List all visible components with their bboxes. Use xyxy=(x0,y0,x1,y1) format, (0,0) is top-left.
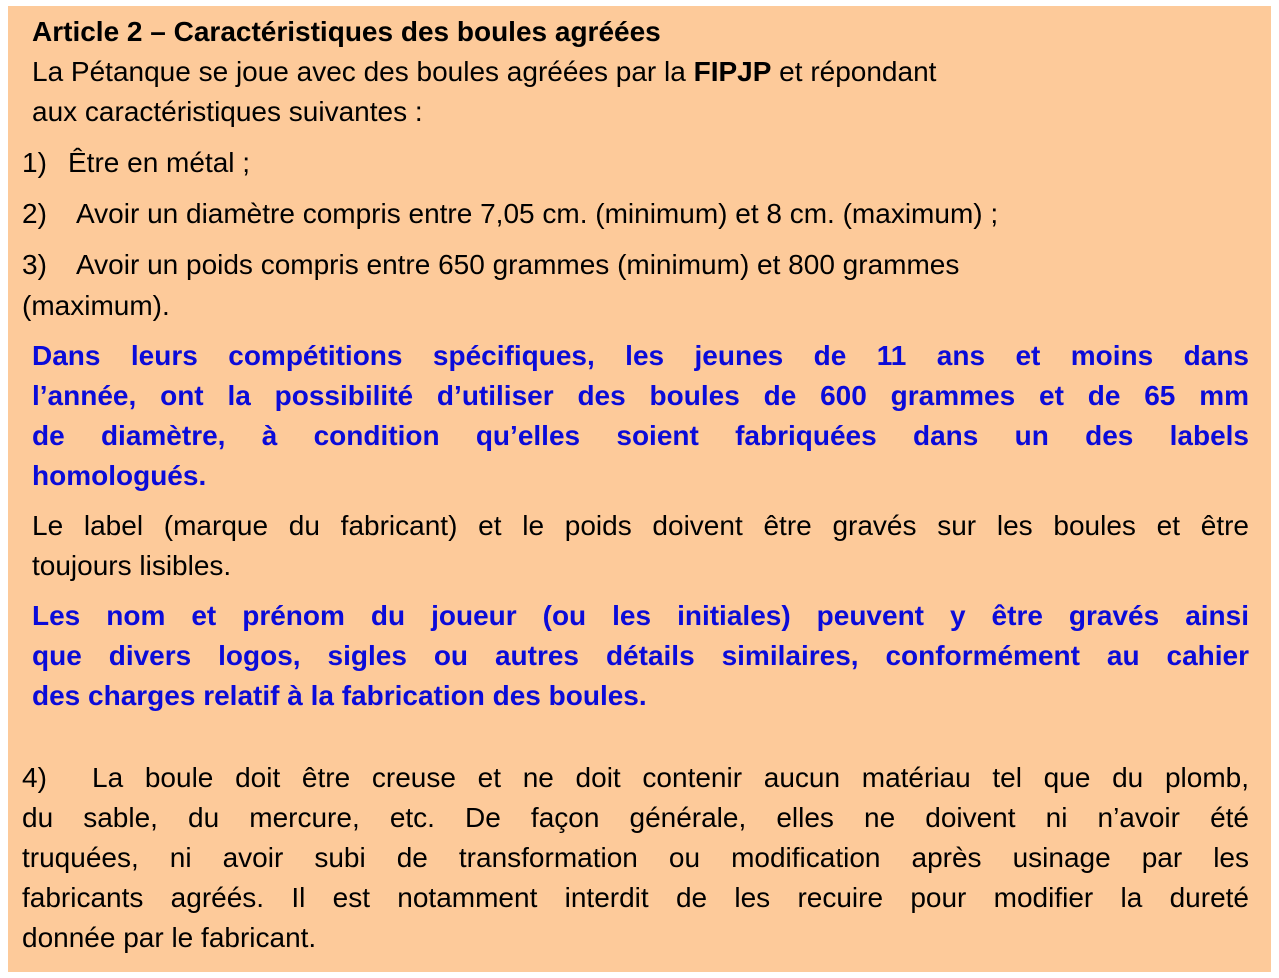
item4-line-1 xyxy=(22,758,1249,798)
youth-note-line: Dans leurs compétitions spécifiques, les jeunes de 11 ans et moins dans xyxy=(32,340,1249,371)
label-note-line: Le label (marque du fabricant) et le poids doivent être gravés sur les boules et être xyxy=(32,510,1249,541)
list-item-3 xyxy=(22,245,959,285)
engraving-note xyxy=(32,596,1249,716)
engraving-note-line: des charges relatif à la fabrication des boules. xyxy=(32,680,647,711)
item-text: Être en métal ; xyxy=(68,147,251,178)
list-item-3-continued: (maximum). xyxy=(22,290,170,321)
youth-note-line: l’année, ont la possibilité d’utiliser des boules de 600 grammes et de 65 mm xyxy=(32,380,1249,411)
label-note xyxy=(32,506,1249,586)
engraving-note-line: Les nom et prénom du joueur (ou les initiales) peuvent y être gravés ainsi xyxy=(32,600,1249,631)
document-panel xyxy=(8,6,1271,972)
engraving-note-line: que divers logos, sigles ou autres détails similaires, conformément au cahier xyxy=(32,640,1249,671)
item4-line: du sable, du mercure, etc. De façon générale, elles ne doivent ni n’avoir été xyxy=(22,802,1249,833)
fipjp-acronym: FIPJP xyxy=(693,56,772,87)
item-number: 1) xyxy=(22,147,47,178)
list-item-1 xyxy=(22,143,250,183)
list-item-4 xyxy=(22,758,1249,958)
item-number: 2) xyxy=(22,198,47,229)
article-title: Article 2 – Caractéristiques des boules agréées xyxy=(32,16,661,47)
label-note-line: toujours lisibles. xyxy=(32,550,232,581)
intro-line-2: aux caractéristiques suivantes : xyxy=(32,96,423,127)
intro-text-end: et répondant xyxy=(771,56,937,87)
item4-line: truquées, ni avoir subi de transformation ou modification après usinage par les xyxy=(22,842,1249,873)
item-text: Avoir un poids compris entre 650 grammes (minimum) et 800 grammes xyxy=(76,249,960,280)
youth-note-line: homologués. xyxy=(32,460,207,491)
intro-text-start: La Pétanque se joue avec des boules agréées par la xyxy=(32,56,694,87)
item-number: 4) xyxy=(22,762,47,793)
youth-note-line: de diamètre, à condition qu’elles soient fabriquées dans un des labels xyxy=(32,420,1249,451)
item4-text: La boule doit être creuse et ne doit contenir aucun matériau tel que du plomb, xyxy=(92,762,1249,793)
item4-line: donnée par le fabricant. xyxy=(22,922,317,953)
item4-line: fabricants agréés. Il est notamment interdit de les recuire pour modifier la dureté xyxy=(22,882,1249,913)
intro-line-1 xyxy=(32,52,936,92)
list-item-2 xyxy=(22,194,998,234)
item-text: Avoir un diamètre compris entre 7,05 cm. (minimum) et 8 cm. (maximum) ; xyxy=(76,198,999,229)
youth-note xyxy=(32,336,1249,496)
item-number: 3) xyxy=(22,249,47,280)
